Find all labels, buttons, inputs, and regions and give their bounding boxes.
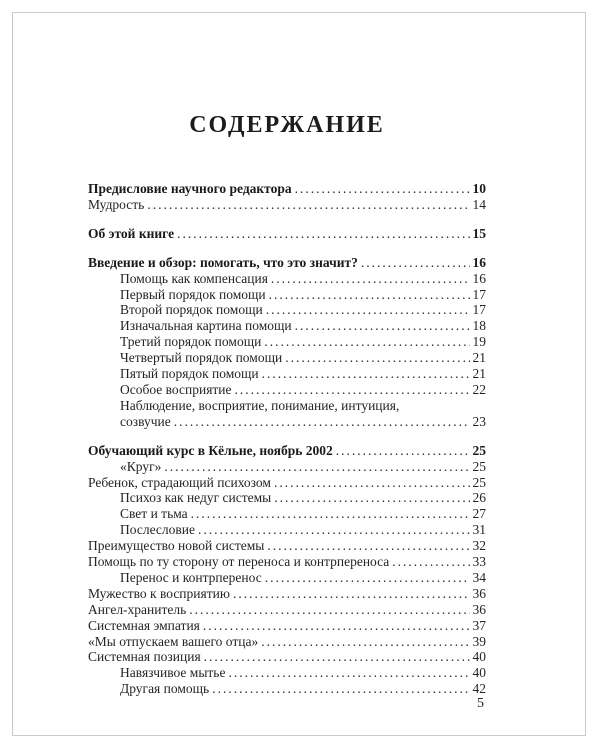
toc-entry-page: 16 [472,270,486,286]
toc-entry-page: 22 [472,381,486,397]
toc-entry-page: 39 [472,633,486,649]
dot-leader [295,318,470,334]
dot-leader [164,459,469,475]
toc-entry [88,181,486,197]
toc-entry-page: 33 [472,554,486,570]
toc-entry-page: 21 [472,366,486,382]
toc-entry [88,538,486,554]
dot-leader [212,681,469,697]
toc-entry-page: 25 [472,458,486,474]
toc-entry-label: Навязчивое мытье [120,665,226,681]
dot-leader [295,181,470,197]
toc-entry [88,506,486,522]
toc-entry-page: 31 [472,522,486,538]
toc-entry-page: 10 [472,181,486,196]
toc-entry-page: 18 [472,318,486,334]
toc-entry-label: «Круг» [120,458,162,474]
toc-entry [88,197,486,213]
dot-leader [264,334,469,350]
toc-entry-label: Предисловие научного редактора [88,181,292,196]
toc-entry [88,287,486,303]
toc-entry-label: Ребенок, страдающий психозом [88,474,271,490]
dot-leader [274,490,469,506]
dot-leader [203,618,470,634]
dot-leader [261,634,469,650]
dot-leader [392,554,469,570]
dot-leader [177,226,469,242]
dot-leader [361,255,470,271]
toc-entry-label: Первый порядок помощи [120,286,266,302]
toc-entry-page: 16 [472,254,486,270]
toc-entry [88,522,486,538]
toc-entry [88,586,486,602]
dot-leader [266,302,470,318]
toc-entry-label: Ангел-хранитель [88,601,187,617]
toc-entry-page: 34 [472,569,486,585]
toc-entry-page: 23 [472,413,486,429]
toc-entry-page: 27 [472,506,486,522]
toc-entry [88,618,486,634]
toc-entry-label: Мудрость [88,196,145,212]
toc-entry-page: 40 [472,665,486,681]
toc-entry-label: Введение и обзор: помогать, что это значит? [88,254,358,270]
toc-entry [88,443,486,459]
toc-entry-page: 17 [472,286,486,302]
toc-entry [88,634,486,650]
toc-entry-label: Перенос и контрперенос [120,569,262,585]
toc-entry-page: 42 [472,681,486,697]
toc-entry [88,602,486,618]
toc-entry-label: Обучающий курс в Кёльне, ноябрь 2002 [88,442,333,458]
toc-entry [88,570,486,586]
dot-leader [274,475,470,491]
toc-entry [88,366,486,382]
toc-entry-page: 26 [472,490,486,506]
toc-entry-label: Помощь как компенсация [120,270,268,286]
dot-leader [147,197,469,213]
toc-entry-page: 14 [472,196,486,212]
dot-leader [262,366,470,382]
toc-entry [88,681,486,697]
toc-entry-label: Третий порядок помощи [120,334,262,350]
dot-leader [191,506,470,522]
dot-leader [189,602,469,618]
toc-entry-label: Особое восприятие [120,381,232,397]
toc-entry [88,226,486,242]
dot-leader [269,287,470,303]
toc-entry-page: 36 [472,601,486,617]
toc-entry-page: 15 [472,225,486,241]
toc-entry-page: 19 [472,334,486,350]
toc-list [88,181,486,697]
dot-leader [265,570,470,586]
toc-entry-label: Четвертый порядок помощи [120,350,283,366]
toc-entry [88,255,486,271]
toc-entry-page: 37 [472,617,486,633]
toc-entry-label: Психоз как недуг системы [120,490,272,506]
toc-entry-label: Изначальная картина помощи [120,318,292,334]
toc-entry-page: 32 [472,538,486,554]
folio-page-number: 5 [477,696,484,711]
page-title: СОДЕРЖАНИЕ [189,112,385,138]
toc-entry [88,475,486,491]
dot-leader [204,649,470,665]
toc-entry-label: «Мы отпускаем вашего отца» [88,633,259,649]
toc-entry [88,649,486,665]
toc-entry-page: 25 [472,474,486,490]
toc-entry-page: 36 [472,585,486,601]
toc-entry-label: созвучие [120,413,171,429]
dot-leader [336,443,470,459]
toc-entry-label: Другая помощь [120,681,210,697]
toc-entry-page: 40 [472,649,486,665]
dot-leader [174,414,470,430]
toc-entry [88,414,486,430]
dot-leader [285,350,469,366]
toc-entry-label: Об этой книге [88,225,175,241]
toc-entry [88,398,486,414]
toc-entry-label: Пятый порядок помощи [120,366,259,382]
toc-entry [88,459,486,475]
toc-entry-label: Системная позиция [88,649,201,665]
dot-leader [271,271,470,287]
toc-entry-label: Наблюдение, восприятие, понимание, интуиция, [120,397,400,413]
toc-entry [88,318,486,334]
toc-entry-label: Помощь по ту сторону от переноса и контрпереноса [88,554,390,570]
toc-entry-label: Второй порядок помощи [120,302,263,318]
toc-entry-label: Системная эмпатия [88,617,200,633]
dot-leader [235,382,470,398]
toc-entry-page: 21 [472,350,486,366]
toc-entry [88,334,486,350]
toc-entry [88,382,486,398]
toc-entry [88,665,486,681]
toc-entry [88,271,486,287]
toc-entry-page: 17 [472,302,486,318]
toc-entry [88,302,486,318]
toc-entry [88,350,486,366]
dot-leader [233,586,470,602]
toc-entry [88,490,486,506]
toc-entry-label: Свет и тьма [120,506,188,522]
dot-leader [267,538,469,554]
dot-leader [198,522,470,538]
toc-entry [88,554,486,570]
dot-leader [228,665,469,681]
toc-entry-label: Мужество к восприятию [88,585,230,601]
toc-entry-label: Послесловие [120,522,195,538]
toc-entry-label: Преимущество новой системы [88,538,265,554]
toc-entry-page: 25 [472,442,486,458]
